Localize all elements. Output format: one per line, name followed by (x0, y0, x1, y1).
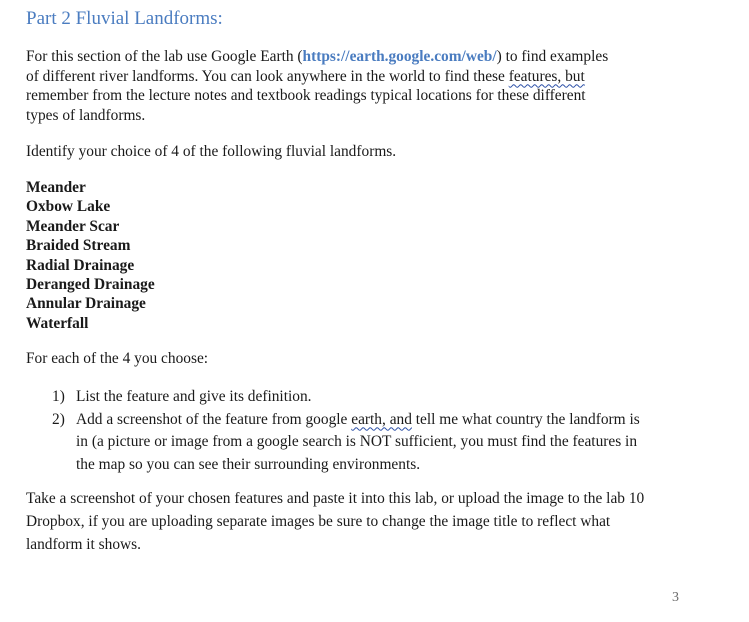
step-text (76, 409, 640, 432)
grammar-flag[interactable]: earth, and (351, 410, 412, 428)
step-text: the map so you can see their surrounding environments. (76, 455, 421, 473)
identify-instruction: Identify your choice of 4 of the following fluvial landforms. (26, 143, 397, 160)
numbered-steps (52, 386, 640, 476)
step-text-part: Add a screenshot of the feature from google (76, 410, 352, 428)
step-2 (52, 409, 640, 477)
intro-line-1 (26, 47, 608, 67)
google-earth-link[interactable]: https://earth.google.com/web/ (302, 48, 497, 65)
step-number: 2) (52, 410, 65, 428)
intro-line-4: types of landforms. (26, 106, 146, 124)
list-item: Waterfall (26, 314, 89, 332)
intro-text: of different river landforms. You can look anywhere in the world to find these (26, 67, 509, 85)
step-text-part: tell me what country the landform is (411, 410, 640, 428)
closing-paragraph (26, 488, 644, 556)
list-item: Annular Drainage (26, 295, 146, 313)
intro-text: For this section of the lab use Google Earth ( (26, 48, 303, 65)
intro-line-2 (26, 67, 608, 87)
step-text: List the feature and give its definition. (76, 388, 312, 405)
intro-line-3: remember from the lecture notes and textbook readings typical locations for these different (26, 87, 586, 104)
list-item: Meander (26, 179, 86, 196)
closing-line-2: Dropbox, if you are uploading separate images be sure to change the image title to reflect what (26, 512, 611, 530)
list-item: Oxbow Lake (26, 198, 111, 216)
intro-paragraph (26, 47, 608, 125)
grammar-flag[interactable]: features, but (508, 67, 585, 85)
landform-list (26, 178, 155, 333)
closing-line-1: Take a screenshot of your chosen features and paste it into this lab, or upload the image to the lab 10 (26, 490, 645, 507)
intro-text: ) to find examples (496, 48, 609, 65)
step-1 (52, 386, 640, 409)
step-number: 1) (52, 388, 65, 405)
step-text: in (a picture or image from a google search is NOT sufficient, you must find the features in (76, 433, 638, 450)
page-number: 3 (672, 590, 679, 605)
closing-line-3: landform it shows. (26, 535, 141, 553)
list-item: Deranged Drainage (26, 276, 155, 294)
section-heading: Part 2 Fluvial Landforms: (26, 8, 223, 29)
list-item: Braided Stream (26, 237, 131, 255)
list-item: Radial Drainage (26, 256, 135, 274)
list-item: Meander Scar (26, 217, 120, 235)
for-each-instruction: For each of the 4 you choose: (26, 350, 209, 367)
